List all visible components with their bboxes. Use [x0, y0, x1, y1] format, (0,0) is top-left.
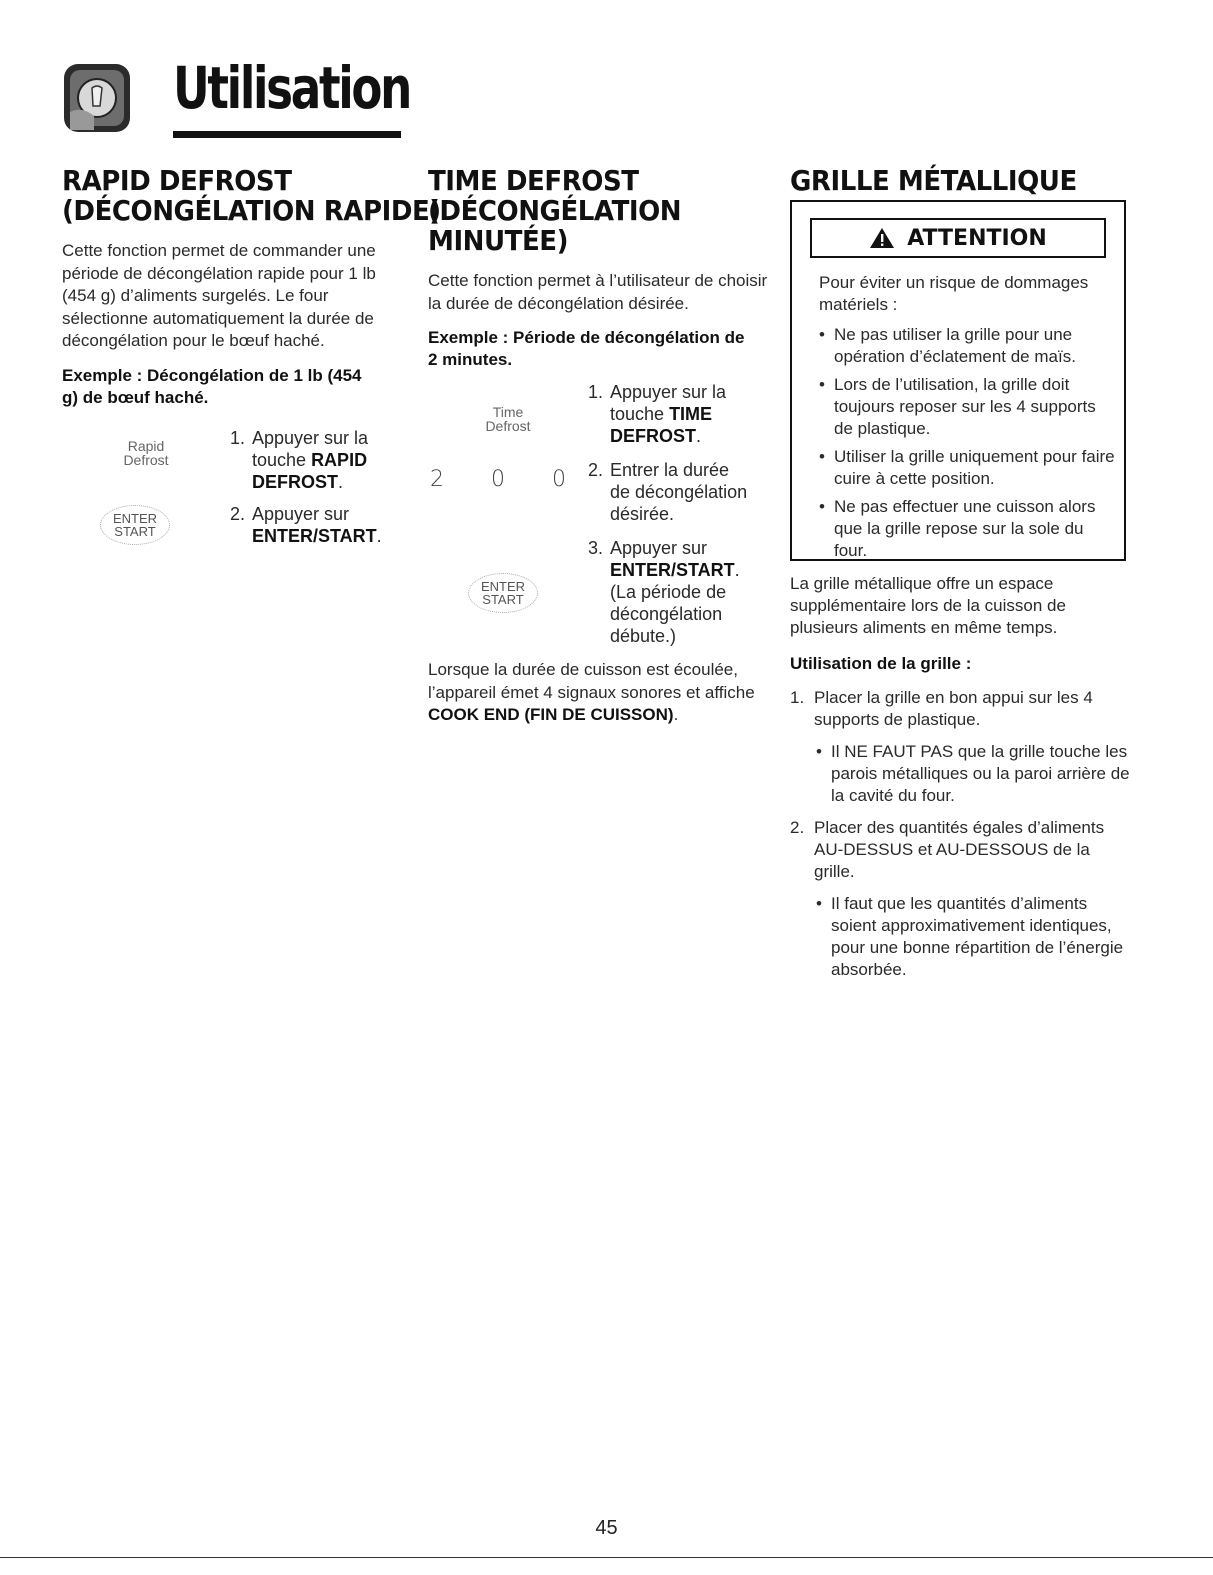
attention-intro: Pour éviter un risque de dommages matériels : [819, 273, 1089, 314]
rapid-defrost-key-icon [62, 427, 230, 467]
title-underline [173, 131, 401, 138]
step-line: (La période de [610, 582, 727, 602]
closing-text: Lorsque la durée de cuisson est écoulée, l’appareil émet 4 signaux sonores et affiche [428, 660, 755, 702]
step-text: 2. Appuyer sur ENTER/START. [230, 503, 382, 546]
step-line: touche [610, 404, 665, 424]
step-line: touche [252, 449, 307, 470]
key-label: ENTER [112, 510, 158, 526]
attention-body [819, 272, 1119, 568]
grille-heading: GRILLE MÉTALLIQUE [790, 164, 1077, 197]
step-line: Appuyer sur la [252, 427, 369, 448]
key-name: DEFROST [610, 426, 697, 446]
rapid-defrost-heading [62, 164, 441, 227]
step-number: 2. [790, 818, 805, 837]
key-name: DEFROST [252, 471, 339, 492]
key-label: Defrost [485, 418, 531, 434]
warning-triangle-icon [869, 227, 895, 249]
step-line: Appuyer sur la [610, 382, 727, 402]
grille-description: La grille métallique offre un espace supplémentaire lors de la cuisson de plusieurs aliments en même temps. [790, 574, 1066, 637]
page-title: Utilisation [173, 54, 411, 122]
step-line: Placer des quantités égales d’aliments AU-DESSUS et AU-DESSOUS de la grille. [814, 818, 1105, 881]
step-number: 2. [230, 503, 246, 524]
list-item: • Il NE FAUT PAS que la grille touche les parois métalliques ou la paroi arrière de la cavité du four. [816, 741, 1135, 807]
rapid-step-1 [62, 427, 402, 493]
key-name: ENTER/START [252, 525, 377, 546]
key-label: ENTER [480, 579, 526, 594]
key-name: TIME [669, 404, 713, 424]
list-item: • Il faut que les quantités d’aliments soient approximativement identiques, pour une bonne répartition de l’énergie absorbée. [816, 893, 1135, 981]
step-line: débute.) [610, 626, 677, 646]
key-label: Rapid [127, 437, 165, 454]
attention-box [790, 200, 1126, 561]
list-item: • Utiliser la grille uniquement pour faire cuire à cette position. [819, 446, 1119, 490]
attention-list [819, 324, 1119, 562]
key-label: Time [492, 404, 524, 420]
step-line: de décongélation [610, 482, 748, 502]
step-line: décongélation [610, 604, 723, 624]
step-text: 1. Appuyer sur la touche TIME DEFROST. [588, 382, 727, 446]
step-line: désirée. [610, 504, 675, 524]
grille-usage [790, 573, 1135, 991]
enter-start-key-icon [428, 537, 588, 613]
bottom-rule [0, 1557, 1213, 1558]
time-step-1 [428, 381, 773, 447]
heading-line: RAPID DEFROST [62, 164, 292, 197]
attention-banner [810, 218, 1106, 258]
step-line: Entrer la durée [610, 460, 730, 480]
time-defrost-intro: Cette fonction permet à l’utilisateur de choisir la durée de décongélation désirée. [428, 271, 768, 313]
time-step-2 [428, 459, 773, 525]
list-item: • Ne pas effectuer une cuisson alors que la grille repose sur la sole du four. [819, 496, 1119, 562]
time-defrost-closing: Lorsque la durée de cuisson est écoulée, l’appareil émet 4 signaux sonores et affiche COOK END (FIN DE CUISSON). [428, 660, 755, 724]
step-text: 1. Appuyer sur la touche RAPID DEFROST. [230, 427, 369, 492]
step-number: 1. [790, 688, 805, 707]
key-name: ENTER/START [610, 560, 735, 580]
heading-line: (DÉCONGÉLATION RAPIDE) [62, 194, 441, 227]
step-text [588, 459, 747, 525]
step-number: 3. [588, 538, 604, 558]
time-step-3 [428, 537, 773, 647]
time-defrost-section [428, 166, 773, 727]
list-item [790, 817, 1135, 981]
heading-line: MINUTÉE) [428, 224, 569, 257]
attention-label: ATTENTION [907, 225, 1047, 251]
rapid-defrost-section [62, 164, 441, 547]
step-line: Placer la grille en bon appui sur les 4 supports de plastique. [814, 688, 1093, 729]
step-number: 1. [588, 382, 604, 402]
closing-bold: COOK END (FIN DE CUISSON) [428, 705, 674, 724]
step-line: Appuyer sur [252, 503, 350, 524]
grille-usage-steps [790, 687, 1135, 981]
list-item: • Ne pas utiliser la grille pour une opération d’éclatement de maïs. [819, 324, 1119, 368]
digit-keys-icon [428, 459, 588, 492]
heading-line: TIME DEFROST [428, 164, 639, 197]
time-defrost-heading [428, 166, 749, 256]
list-item [790, 687, 1135, 807]
step-number: 1. [230, 427, 246, 448]
list-item: • Lors de l’utilisation, la grille doit toujours reposer sur les 4 supports de plastique. [819, 374, 1119, 440]
step-line: Appuyer sur [610, 538, 708, 558]
step-text: 3. Appuyer sur ENTER/START. (La période de décongélation débute.) [588, 538, 740, 646]
rapid-defrost-intro: Cette fonction permet de commander une période de décongélation rapide pour 1 lb (454 g) d’aliments surgelés. Le four sélectionne automatiquement la durée de décongélation pour le bœuf haché. [62, 241, 376, 350]
key-name: RAPID [311, 449, 368, 470]
digit-keys: 2 0 0 [430, 467, 586, 492]
hand-on-dial-icon [62, 62, 132, 134]
heading-line: (DÉCONGÉLATION [428, 194, 682, 227]
time-defrost-example: Exemple : Période de décongélation de 2 minutes. [428, 328, 745, 369]
time-defrost-key-icon [428, 381, 588, 433]
rapid-defrost-example: Exemple : Décongélation de 1 lb (454 g) de bœuf haché. [62, 365, 362, 407]
page-number: 45 [595, 1517, 618, 1539]
grille-usage-heading: Utilisation de la grille : [790, 654, 972, 673]
step-number: 2. [588, 460, 604, 480]
key-label: START [114, 523, 156, 539]
key-label: Defrost [123, 451, 169, 468]
rapid-step-2 [62, 503, 402, 547]
enter-start-key-icon [62, 503, 230, 545]
key-label: START [482, 592, 524, 607]
